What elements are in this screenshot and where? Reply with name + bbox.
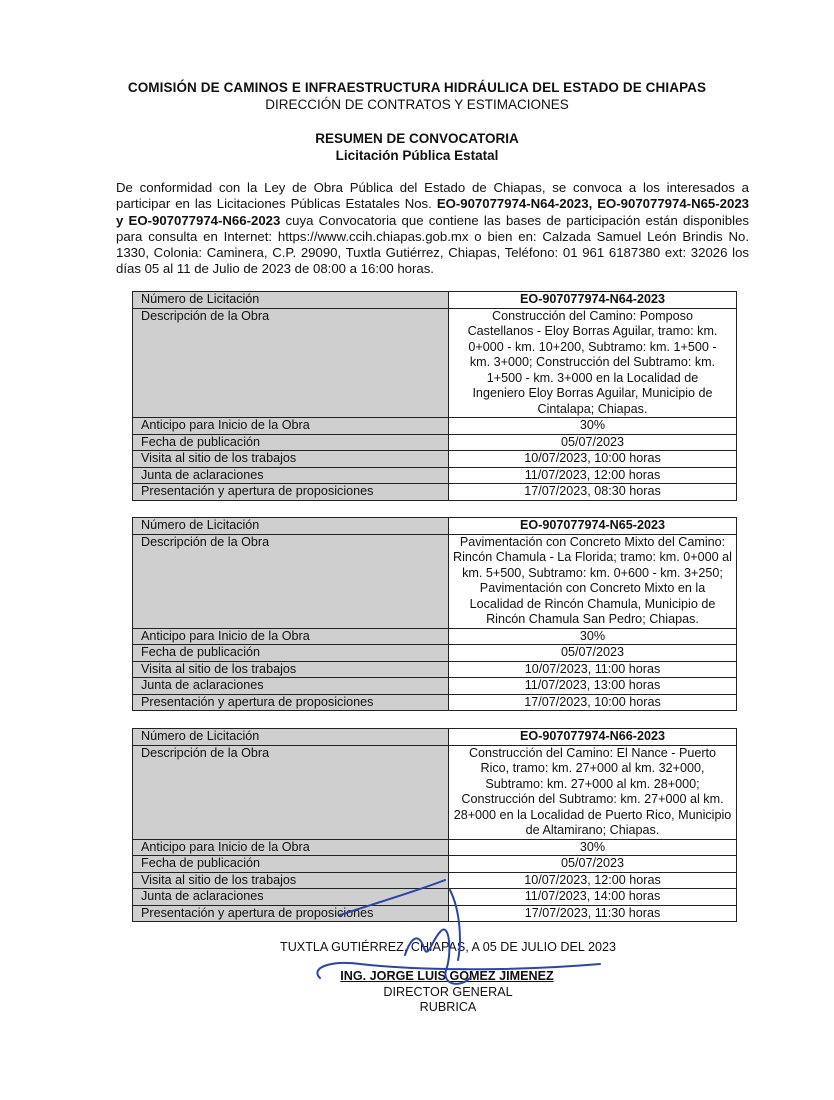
row-visita xyxy=(133,661,737,678)
tender-anticipo: 30% xyxy=(449,839,737,856)
tender-visita: 10/07/2023, 10:00 horas xyxy=(449,451,737,468)
label-numero: Número de Licitación xyxy=(133,729,449,746)
tender-fecha: 05/07/2023 xyxy=(449,434,737,451)
label-anticipo: Anticipo para Inicio de la Obra xyxy=(133,628,449,645)
row-anticipo xyxy=(133,839,737,856)
row-descripcion xyxy=(133,534,737,628)
row-numero xyxy=(133,292,737,309)
tender-number: EO-907077974-N65-2023 xyxy=(449,518,737,535)
label-anticipo: Anticipo para Inicio de la Obra xyxy=(133,839,449,856)
tender-description: Construcción del Camino: El Nance - Puerto Rico, tramo: km. 27+000 al km. 32+000, Subtramo: km. 27+000 al km. 28+000; Construcción del Subtramo: km. 27+000 al km. 28+000 en la Localidad de Puerto Rico, Municipio de Altamirano; Chiapas. xyxy=(449,745,737,839)
label-junta: Junta de aclaraciones xyxy=(133,467,449,484)
place-date-line: TUXTLA GUTIÉRREZ, CHIAPAS, A 05 DE JULIO DEL 2023 xyxy=(280,940,616,954)
tender-anticipo: 30% xyxy=(449,418,737,435)
row-presentacion xyxy=(133,694,737,711)
label-presentacion: Presentación y apertura de proposiciones xyxy=(133,484,449,501)
row-descripcion xyxy=(133,308,737,418)
row-visita xyxy=(133,872,737,889)
tender-table xyxy=(132,517,737,711)
tender-table xyxy=(132,291,737,501)
label-visita: Visita al sitio de los trabajos xyxy=(133,451,449,468)
tender-visita: 10/07/2023, 11:00 horas xyxy=(449,661,737,678)
document-title: RESUMEN DE CONVOCATORIA xyxy=(315,131,519,146)
label-numero: Número de Licitación xyxy=(133,518,449,535)
document-subtitle: Licitación Pública Estatal xyxy=(335,148,499,163)
tender-junta: 11/07/2023, 13:00 horas xyxy=(449,678,737,695)
row-fecha xyxy=(133,856,737,873)
tender-fecha: 05/07/2023 xyxy=(449,645,737,662)
label-anticipo: Anticipo para Inicio de la Obra xyxy=(133,418,449,435)
label-descripcion: Descripción de la Obra xyxy=(133,308,449,418)
label-fecha: Fecha de publicación xyxy=(133,645,449,662)
row-numero xyxy=(133,518,737,535)
tender-presentacion: 17/07/2023, 10:00 horas xyxy=(449,694,737,711)
intro-text-2: cuya Convocatoria que contiene las bases de participación están disponibles para consulta en Internet: https://www.ccih.chiapas.gob.mx o bien en: Calzada Samuel León Brindis No. 1330, Colonia: Caminera, C.P. 29090, Tuxtla Gutiérrez, Chiapas, Teléfono: 01 961 6187380 ext: 32026 los días 05 al 11 de Julio de 2023 de 08:00 a 16:00 horas. xyxy=(116,212,749,277)
tender-junta: 11/07/2023, 14:00 horas xyxy=(449,889,737,906)
tender-anticipo: 30% xyxy=(449,628,737,645)
row-visita xyxy=(133,451,737,468)
tender-visita: 10/07/2023, 12:00 horas xyxy=(449,872,737,889)
row-presentacion xyxy=(133,905,737,922)
row-junta xyxy=(133,467,737,484)
tender-fecha: 05/07/2023 xyxy=(449,856,737,873)
tender-number: EO-907077974-N64-2023 xyxy=(449,292,737,309)
label-numero: Número de Licitación xyxy=(133,292,449,309)
label-fecha: Fecha de publicación xyxy=(133,856,449,873)
label-junta: Junta de aclaraciones xyxy=(133,678,449,695)
row-presentacion xyxy=(133,484,737,501)
header-institution: COMISIÓN DE CAMINOS E INFRAESTRUCTURA HIDRÁULICA DEL ESTADO DE CHIAPAS xyxy=(127,80,707,95)
label-fecha: Fecha de publicación xyxy=(133,434,449,451)
row-anticipo xyxy=(133,418,737,435)
intro-tender-numbers: EO-907077974-N64-2023, EO-907077974-N65-2023 y EO-907077974-N66-2023 xyxy=(116,196,749,228)
label-descripcion: Descripción de la Obra xyxy=(133,745,449,839)
row-descripcion xyxy=(133,745,737,839)
label-junta: Junta de aclaraciones xyxy=(133,889,449,906)
row-junta xyxy=(133,678,737,695)
row-junta xyxy=(133,889,737,906)
row-anticipo xyxy=(133,628,737,645)
tender-description: Pavimentación con Concreto Mixto del Camino: Rincón Chamula - La Florida; tramo: km. 0+000 al km. 5+500, Subtramo: km. 0+600 - km. 3+250; Pavimentación con Concreto Mixto en la Localidad de Rincón Chamula, Municipio de Rincón Chamula San Pedro; Chiapas. xyxy=(449,534,737,628)
tender-table xyxy=(132,728,737,922)
label-presentacion: Presentación y apertura de proposiciones xyxy=(133,905,449,922)
intro-paragraph xyxy=(116,180,749,278)
tender-junta: 11/07/2023, 12:00 horas xyxy=(449,467,737,484)
header-department: DIRECCIÓN DE CONTRATOS Y ESTIMACIONES xyxy=(265,97,569,112)
label-visita: Visita al sitio de los trabajos xyxy=(133,872,449,889)
tender-number: EO-907077974-N66-2023 xyxy=(449,729,737,746)
signer-name: ING. JORGE LUIS GÓMEZ JIMENEZ xyxy=(340,969,554,983)
intro-text-1: De conformidad con la Ley de Obra Pública del Estado de Chiapas, se convoca a los interesados a participar en las Licitaciones Públicas Estatales Nos. xyxy=(116,180,749,212)
signer-position: DIRECTOR GENERAL xyxy=(383,985,513,999)
label-presentacion: Presentación y apertura de proposiciones xyxy=(133,694,449,711)
label-descripcion: Descripción de la Obra xyxy=(133,534,449,628)
tender-description: Construcción del Camino: Pomposo Castellanos - Eloy Borras Aguilar, tramo: km. 0+000 - km. 10+200, Subtramo: km. 1+500 - km. 3+000; Construcción del Subtramo: km. 1+500 - km. 3+000 en la Localidad de Ingeniero Eloy Borras Aguilar, Municipio de Cintalapa; Chiapas. xyxy=(449,308,737,418)
label-visita: Visita al sitio de los trabajos xyxy=(133,661,449,678)
tender-presentacion: 17/07/2023, 08:30 horas xyxy=(449,484,737,501)
tender-presentacion: 17/07/2023, 11:30 horas xyxy=(449,905,737,922)
row-numero xyxy=(133,729,737,746)
row-fecha xyxy=(133,645,737,662)
rubrica-note: RUBRICA xyxy=(419,1000,477,1014)
row-fecha xyxy=(133,434,737,451)
